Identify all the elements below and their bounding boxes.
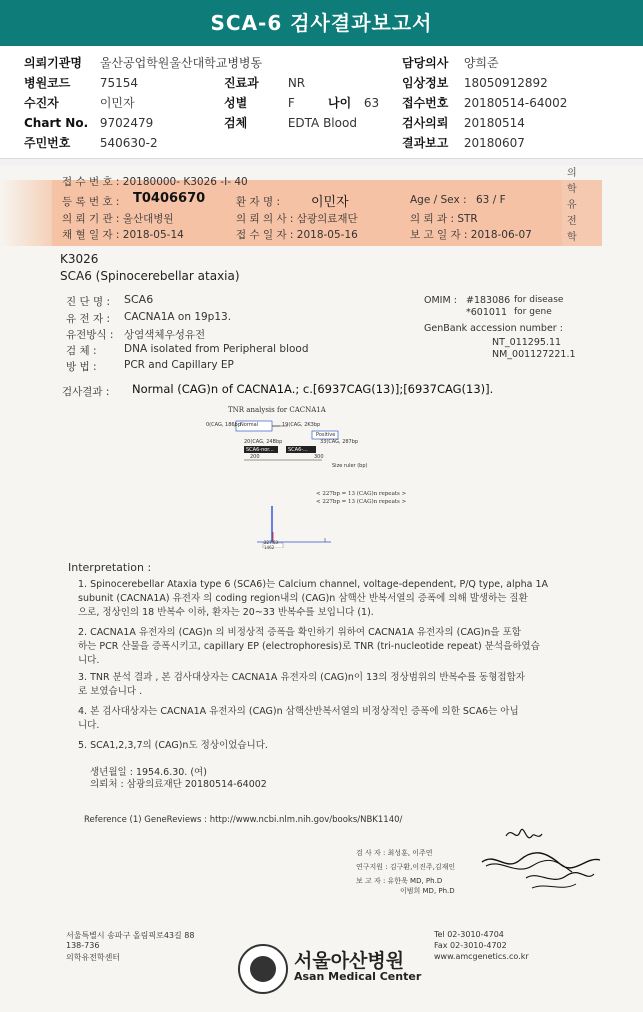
receipt-value: 20180514-64002 [463,96,568,110]
agesex-label: Age / Sex : [410,194,467,206]
inherit-value: 상염색체우성유전 [124,329,206,341]
method-value: PCR and Capillary EP [124,359,234,371]
agesex-value: 63 / F [476,194,506,206]
hospital-label: 의뢰기관명 [24,56,82,70]
examiner-line: 검 사 자 : 최성훈, 이주연 [356,849,433,857]
diag-value: SCA6 [124,293,154,306]
address-3: 의학유전학센터 [66,953,121,962]
p4-line2: 니다. [78,720,100,731]
signature-stroke-4 [526,873,594,880]
report-date: 보 고 일 자 : 2018-06-07 [410,229,532,241]
request-label: 검사의뢰 [402,116,449,130]
p2-line1: 2. CACNA1A 유전자의 (CAG)n 의 비정상적 증폭을 확인하기 위하여 CACNA1A 유전자의 (CAG)n을 포함 [78,627,521,638]
page-title: SCA-6 검사결과보고서 [0,0,643,46]
specimen-label-r: 검 체 : [66,345,97,357]
reference-line: Reference (1) GeneReviews : http://www.ncbi.nlm.nih.gov/books/NBK1140/ [84,815,403,825]
omim-label: OMIM : [424,295,457,306]
receipt-label: 접수번호 [402,96,449,110]
tel-line: Tel 02-3010-4704 [434,930,504,939]
request-value: 20180514 [463,116,525,130]
peak-label-2: 1462 [264,545,275,550]
diagram-tick1: 200 [250,454,260,460]
specimen-label: 검체 [224,116,248,130]
web-line: www.amcgenetics.co.kr [434,952,529,961]
specimen-value-r: DNA isolated from Peripheral blood [124,343,309,355]
result-value: Normal (CAG)n of CACNA1A.; c.[6937CAG(13)];[6937CAG(13)]. [132,382,494,396]
logo-inner-mark [250,956,276,982]
diagram-tick2: 300 [314,454,324,460]
interp-title: Interpretation : [68,561,152,574]
p1-line1: 1. Spinocerebellar Ataxia type 6 (SCA6)는 Calcium channel, voltage-dependent, P/Q type, alpha 1A [78,579,549,590]
genbank-2: NM_001127221.1 [492,349,576,360]
sex-value: F [287,96,295,110]
genbank-1: NT_011295.11 [492,337,562,348]
omim-1: #183086 [466,295,511,306]
diagram-box1: Normal [240,422,259,428]
test-name: SCA6 (Spinocerebellar ataxia) [60,269,240,283]
hospital-value: 울산공업학원울산대학교병병동 [99,56,263,70]
diagram-title: TNR analysis for CACNA1A [228,406,326,414]
dept-value: NR [287,76,306,90]
side-label: 의학유전학 [567,168,577,243]
doctor-label: 담당의사 [402,56,449,70]
diagram-right: 19(CAG, 2K3bp [282,422,321,428]
requester-line: 의 뢰 의 사 : 삼광의료재단 [236,213,358,225]
inherit-label: 유전방식 : [66,329,114,341]
p4-line1: 4. 본 검사대상자는 CACNA1A 유전자의 (CAG)n 삼핵산반복서열의 비정상적인 증폭에 의한 SCA6는 아닙 [78,706,519,717]
interp-p5 [78,739,563,753]
interp-p1 [78,578,563,620]
p5-line1: 5. SCA1,2,3,7의 (CAG)n도 정상이었습니다. [78,740,268,751]
omim-2-note: for gene [514,307,552,317]
genbank-label: GenBank accession number : [424,323,563,334]
address-1: 서울특별시 송파구 올림픽로43길 88 [66,931,195,940]
repeat-2: < 227bp = 13 (CAG)n repeats > [316,499,407,505]
dept-label: 진료과 [224,76,259,90]
reg-label: 등 록 번 호 : [62,196,120,208]
p2-line2: 하는 PCR 산물을 증폭시키고, capillary EP (electrophoresis)로 TNR (tri-nucleotide repeat) 분석을하였습 [78,641,540,652]
chart-value: 9702479 [99,116,154,130]
diagram-positive: Positive [316,432,336,438]
handwritten-signature [476,822,616,902]
size-ruler: Size ruler (bp) [332,463,368,469]
signature-stroke-3 [486,860,572,872]
p1-line2: subunit (CACNA1A) 유전자 의 coding region내의 (CAG)n 삼핵산 반복서열의 증폭에 의해 발생하는 질환 [78,593,528,604]
client-line: 의뢰처 : 삼광의료재단 20180514-64002 [90,779,267,790]
doctor-value: 양희준 [463,56,499,70]
receive-date: 접 수 일 자 : 2018-05-16 [236,229,358,241]
p2-line3: 니다. [78,655,100,666]
signature-stroke-5 [532,884,576,888]
fax-line: Fax 02-3010-4702 [434,941,507,950]
scanned-report [0,166,643,1012]
id-value: 540630-2 [99,136,158,150]
reporter-line-2: 이범희 MD, Ph.D [400,887,455,895]
result-label: 검사결과 : [62,386,110,398]
code-label: 병원코드 [24,76,71,90]
header-band-edge [0,180,52,246]
section-divider [0,158,643,166]
interp-p3 [78,671,563,699]
patient-label: 수진자 [24,96,59,110]
diag-label: 진 단 명 : [66,296,110,308]
p1-line3: 으로, 정상인의 18 반복수 이하, 환자는 20~33 반복수를 보입니다 (1). [78,607,374,618]
chart-label: Chart No. [24,116,89,130]
report-label: 결과보고 [402,136,449,150]
patient-value: 이민자 [99,96,135,110]
collect-date: 채 혈 일 자 : 2018-05-14 [62,229,184,241]
report-patient-label: 환 자 명 : [236,196,280,208]
omim-2: *601011 [466,307,508,318]
asan-foundation-logo [238,944,288,994]
address-2: 138-736 [66,941,100,950]
sex-label: 성별 [224,96,248,110]
report-value: 20180607 [463,136,525,150]
signature-stroke-1 [506,829,542,837]
hospital-name-en: Asan Medical Center [294,970,422,983]
diagram-mid2: 33(CAG, 287bp [320,439,359,445]
code-value: 75154 [99,76,139,90]
diagram-marker2: SCA6-... [288,447,308,453]
org-line: 의 뢰 기 관 : 울산대병원 [62,213,174,225]
omim-1-note: for disease [514,295,564,305]
interp-p2 [78,626,563,668]
test-code: K3026 [60,252,99,266]
reporter-line-1: 보 고 자 : 유한욱 MD, Ph.D [356,877,443,885]
test-dept-line: 의 뢰 과 : STR [410,213,478,225]
reg-value: T0406670 [133,191,206,206]
hospital-name-kr: 서울아산병원 [294,950,405,972]
age-value: 63 [363,96,380,110]
method-label: 방 법 : [66,361,97,373]
signature-stroke-2 [482,853,600,868]
p3-line2: 로 보였습니다 . [78,686,143,697]
clinical-label: 임상정보 [402,76,449,90]
interp-p4 [78,705,563,733]
diagram-marker1: SCA6-nor... [246,447,274,453]
report-patient-value: 이민자 [311,195,349,210]
diagram-left: 0(CAG, 186bp [206,422,241,428]
age-label: 나이 [328,96,352,110]
birth-line: 생년월일 : 1954.6.30. (여) [90,767,207,778]
p3-line1: 3. TNR 분석 결과 , 본 검사대상자는 CACNA1A 유전자의 (CAG)n이 13의 정상범위의 반복수를 동형접합자 [78,672,525,683]
diagram-mid: 20(CAG, 24Bbp [244,439,283,445]
gene-value: CACNA1A on 19p13. [124,311,232,323]
clinical-value: 18050912892 [463,76,548,90]
specimen-value: EDTA Blood [287,116,357,130]
receipt-line: 접 수 번 호 : 20180000- K3026 -I- 40 [62,176,248,188]
repeat-1: < 227bp = 13 (CAG)n repeats > [316,491,407,497]
peak-label-1: 227.63 [264,540,278,545]
id-label: 주민번호 [24,136,71,150]
gene-label: 유 전 자 : [66,313,110,325]
researcher-line: 연구지원 : 김구환,이진주,김재인 [356,863,456,871]
